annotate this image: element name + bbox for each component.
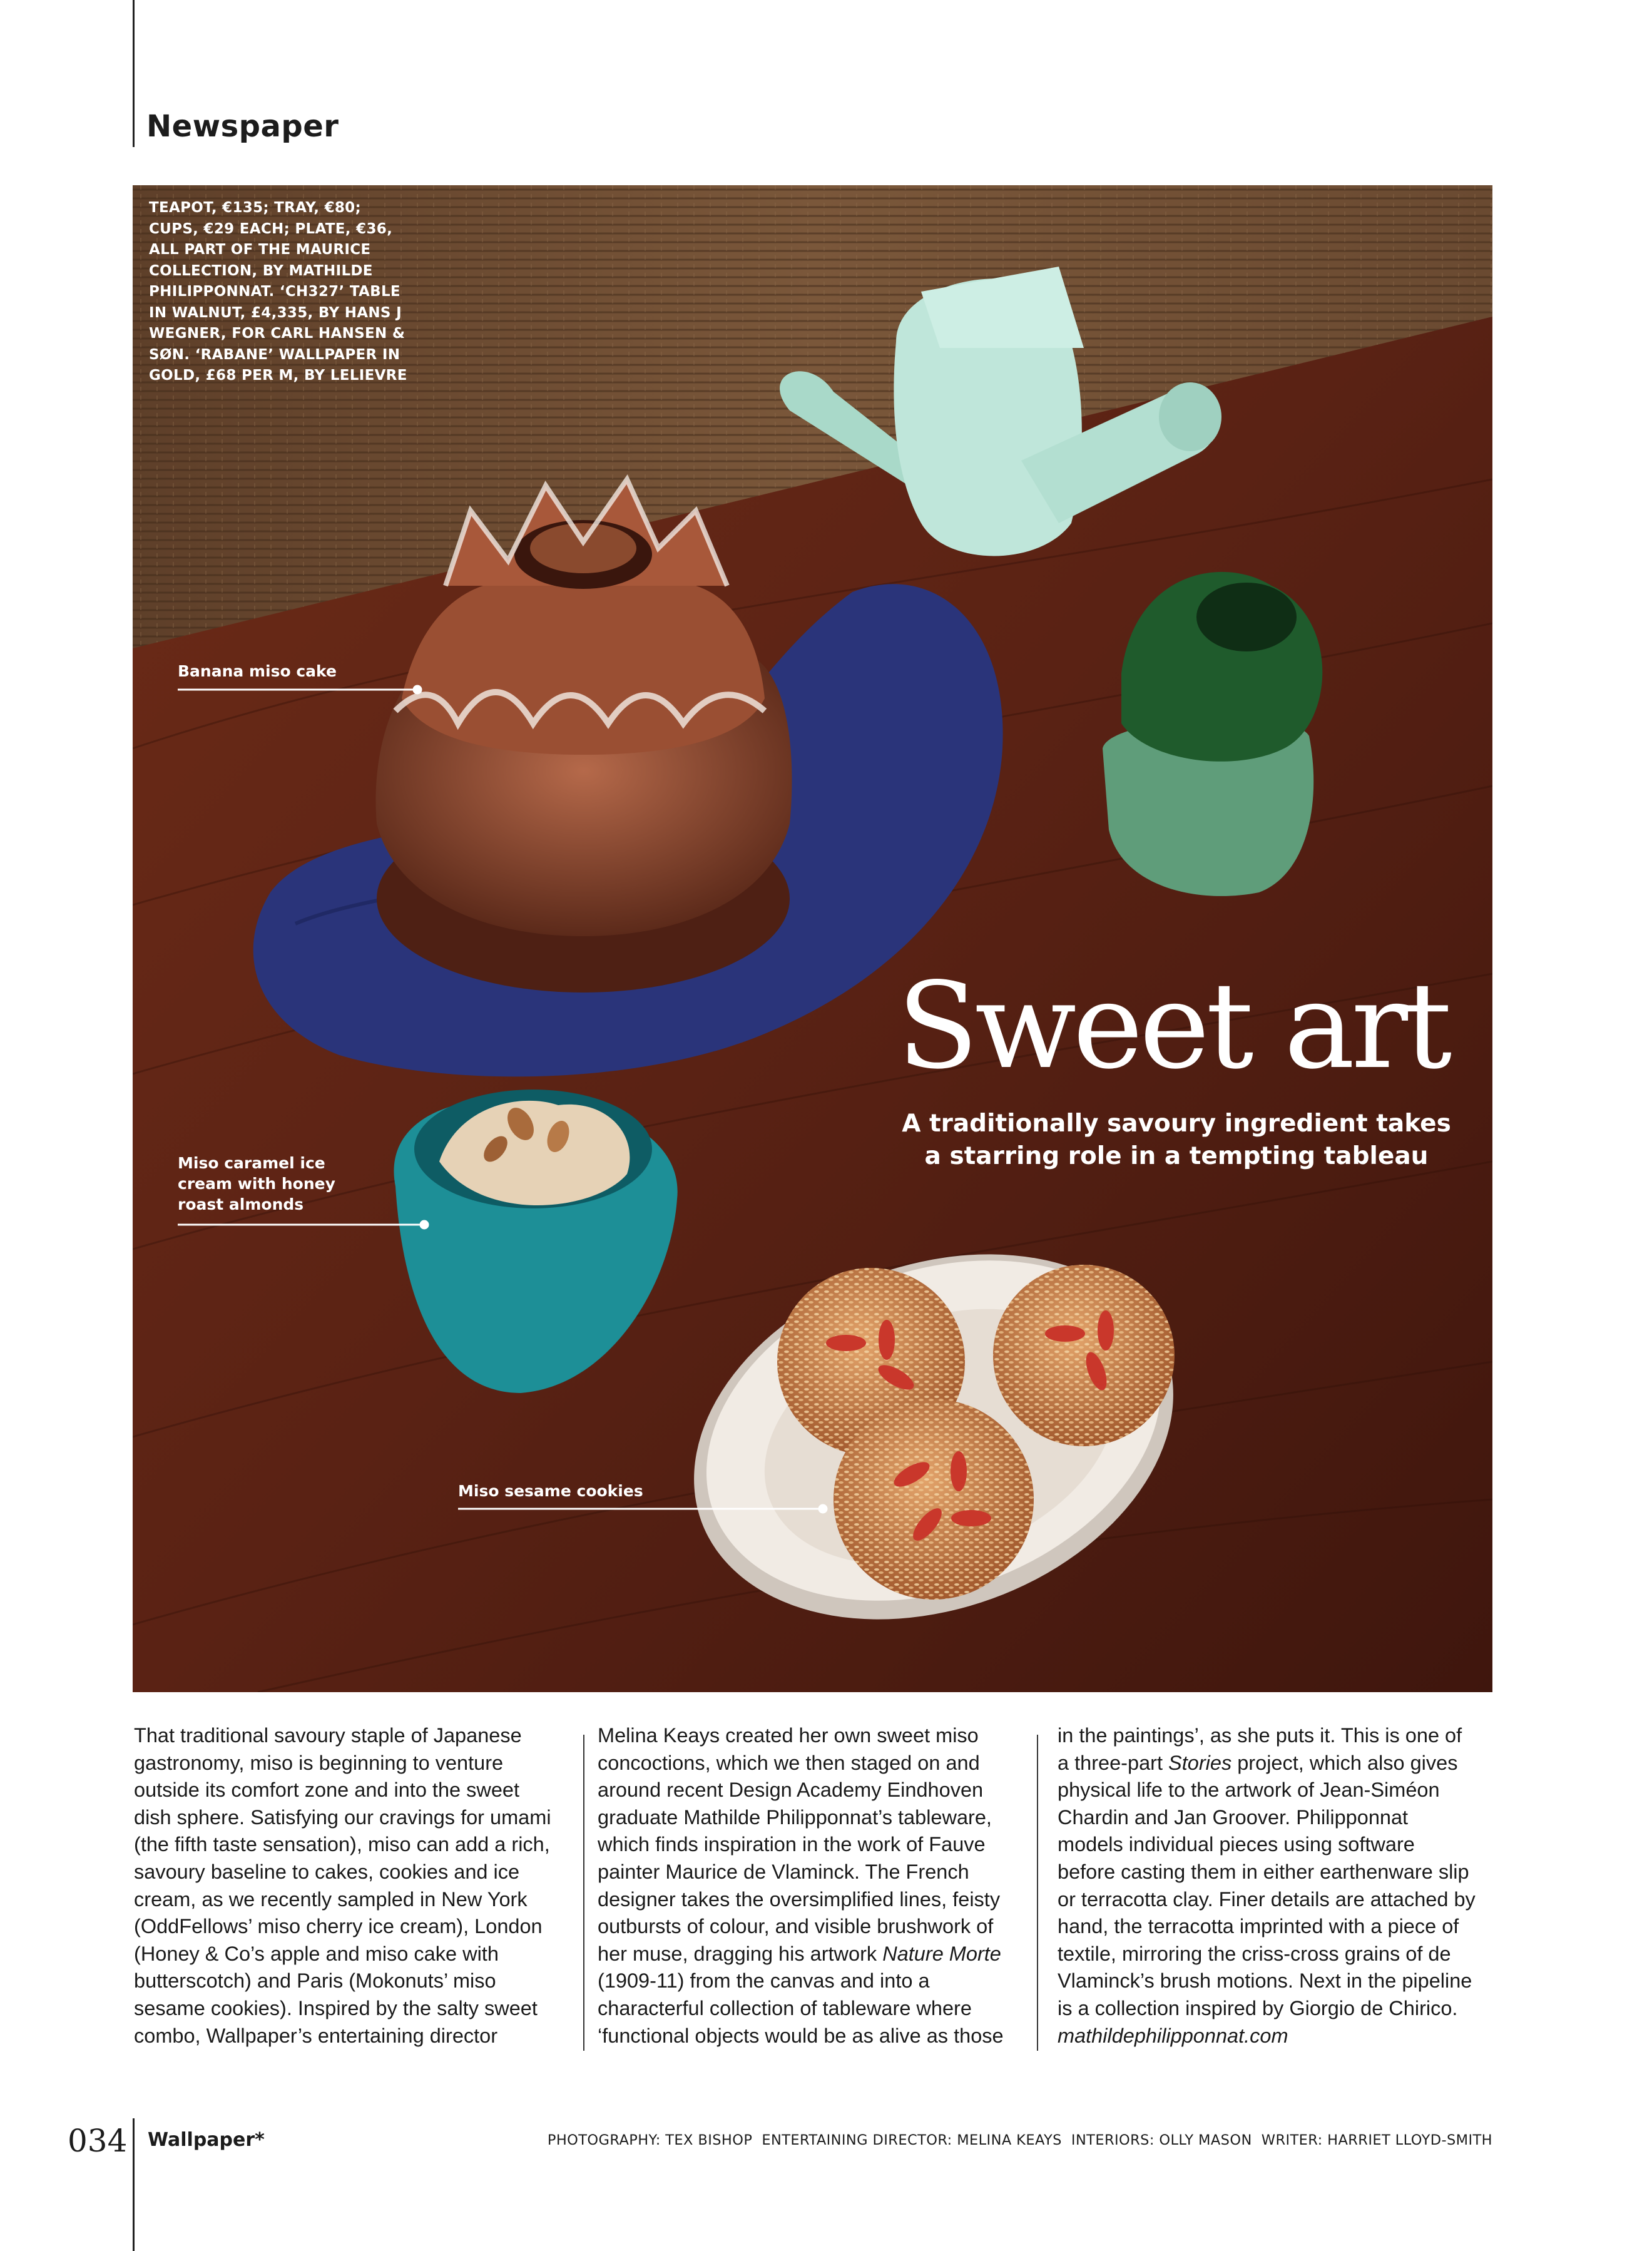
body-column-3 bbox=[1058, 1722, 1478, 2049]
masthead: Wallpaper* bbox=[148, 2129, 265, 2151]
footer-credits: PHOTOGRAPHY: TEX BISHOP ENTERTAINING DIRECTOR: MELINA KEAYS INTERIORS: OLLY MASON WRITER: HARRIET LLOYD-SMITH bbox=[547, 2132, 1492, 2148]
standfirst: A traditionally savoury ingredient takes a starring role in a tempting tableau bbox=[902, 1110, 1451, 1170]
body-text-3a: in the paintings’, as she puts it. This is one of a three-part bbox=[1058, 1724, 1462, 1774]
column-rule bbox=[1037, 1735, 1038, 2051]
body-text-2 bbox=[598, 1722, 1018, 2049]
column-rule bbox=[583, 1735, 584, 2051]
feature-photograph bbox=[133, 185, 1492, 1692]
project-title: Stories bbox=[1168, 1751, 1232, 1774]
label-cookies: Miso sesame cookies bbox=[458, 1482, 643, 1500]
body-text-2b: (1909-11) from the canvas and into a characterful collection of tableware where ‘functional objects would be as alive as those bbox=[598, 1969, 1004, 2047]
section-label: Newspaper bbox=[146, 109, 339, 144]
label-ice-cream: Miso caramel ice cream with honey roast almonds bbox=[178, 1154, 335, 1213]
top-vertical-rule bbox=[133, 0, 135, 147]
bottom-vertical-rule bbox=[133, 2118, 135, 2251]
label-cake: Banana miso cake bbox=[178, 662, 337, 680]
website-link[interactable]: mathildephilipponnat.com bbox=[1058, 2024, 1288, 2047]
page-number: 034 bbox=[68, 2123, 128, 2159]
body-text-1: That traditional savoury staple of Japanese gastronomy, miso is beginning to venture outside its comfort zone and into the sweet dish sphere. Satisfying our cravings for umami (the fifth taste sensation), miso can add a rich, savoury baseline to cakes, cookies and ice cream, as we recently sampled in New York (OddFellows’ miso cherry ice cream), London (Honey & Co’s apple and miso cake with butterscotch) and Paris (Mokonuts’ miso sesame cookies). Inspired by the salty sweet combo, Wallpaper’s entertaining director bbox=[134, 1724, 551, 2047]
body-text-3b: project, which also gives physical life to the artwork of Jean-Siméon Chardin and Jan Groover. Philipponnat models individual pieces using software before casting them in either earthenware slip or terracotta clay. Finer details are attached by hand, the terracotta imprinted with a piece of textile, mirroring the criss-cross grains of de Vlaminck’s brush motions. Next in the pipeline is a collection inspired by Giorgio de Chirico. bbox=[1058, 1751, 1476, 2019]
product-credits: TEAPOT, €135; TRAY, €80; CUPS, €29 EACH; PLATE, €36, ALL PART OF THE MAURICE COLLECTION, BY MATHILDE PHILIPPONNAT. ‘CH327’ TABLE IN WALNUT, £4,335, BY HANS J WEGNER, FOR CARL HANSEN & SØN. ‘RABANE’ WALLPAPER IN GOLD, £68 PER M, BY LELIEVRE bbox=[149, 200, 407, 384]
body-column-2 bbox=[598, 1722, 1018, 2049]
headline: Sweet art bbox=[897, 957, 1449, 1095]
artwork-title: Nature Morte bbox=[882, 1942, 1001, 1965]
body-column-1 bbox=[134, 1722, 554, 2049]
body-text-3 bbox=[1058, 1722, 1478, 2049]
body-text-2a: Melina Keays created her own sweet miso concoctions, which we then staged on and around recent Design Academy Eindhoven graduate Mathilde Philipponnat’s tableware, which finds inspiration in the work of Fauve painter Maurice de Vlaminck. The French designer takes the oversimplified lines, feisty outbursts of colour, and visible brushwork of her muse, dragging his artwork bbox=[598, 1724, 1001, 1965]
